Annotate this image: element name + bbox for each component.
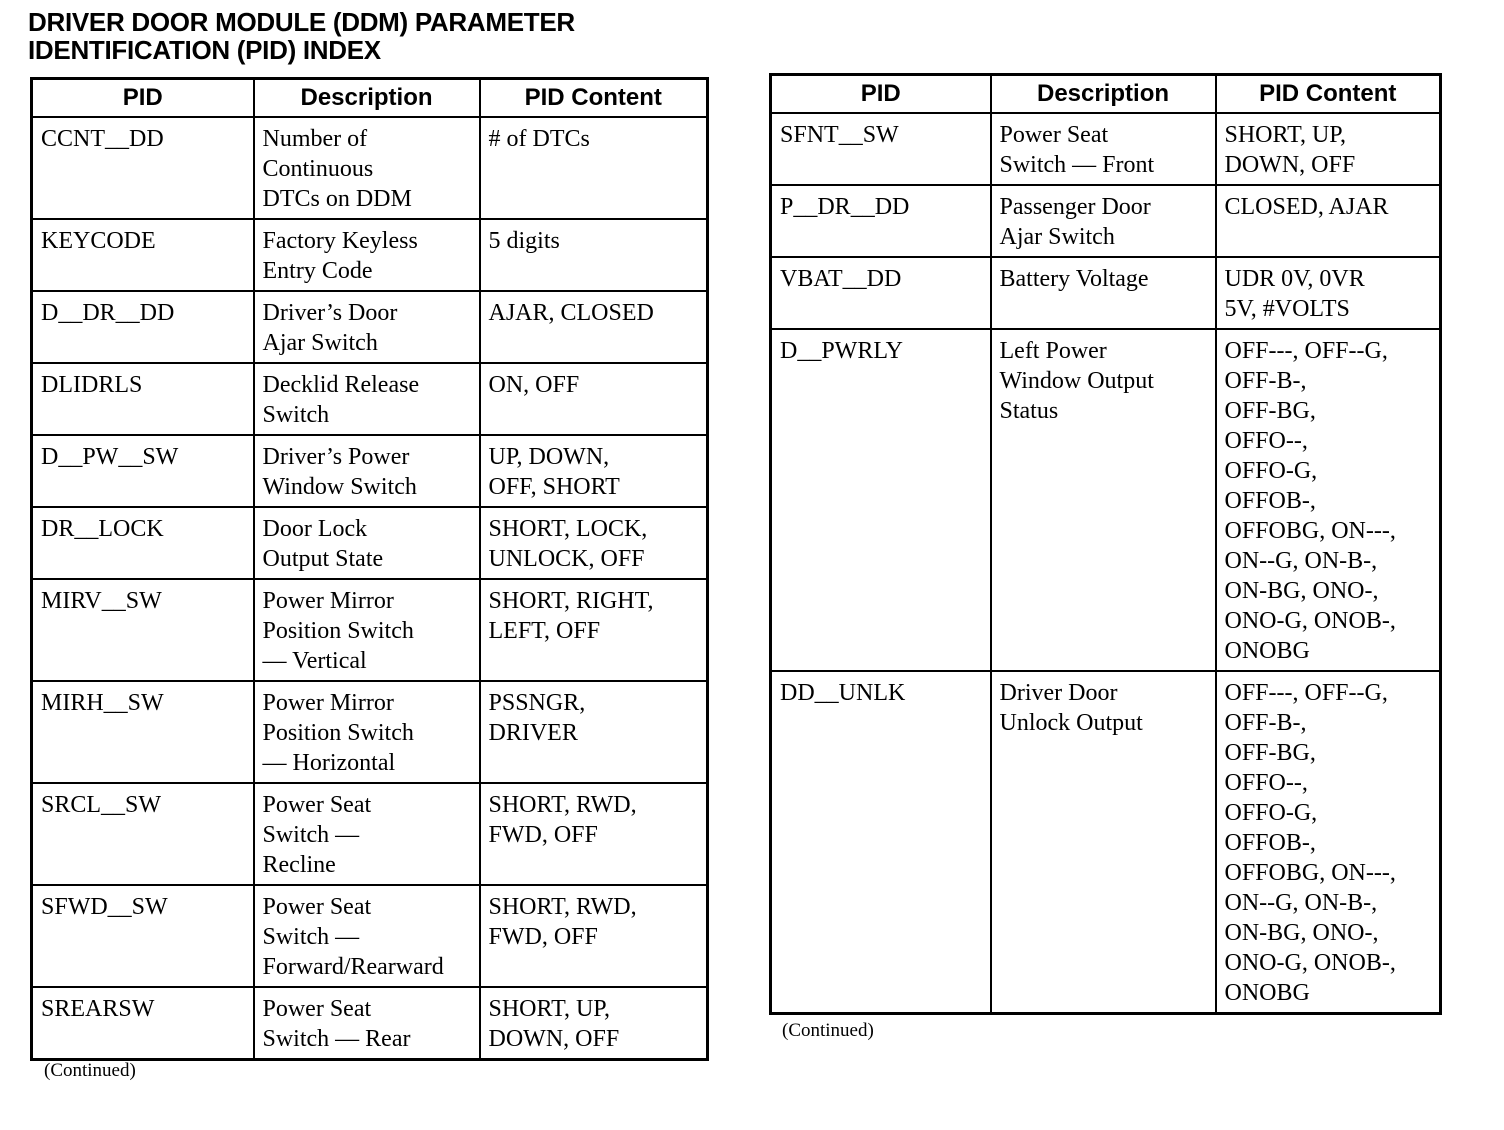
content-cell: AJAR, CLOSED — [480, 291, 708, 363]
pid-cell: SFNT__SW — [771, 113, 991, 185]
header-pid: PID — [771, 75, 991, 114]
header-description: Description — [254, 79, 480, 118]
page-title — [28, 8, 575, 64]
pid-cell: DLIDRLS — [32, 363, 254, 435]
pid-cell: D__DR__DD — [32, 291, 254, 363]
description-cell: Driver’s Door Ajar Switch — [254, 291, 480, 363]
table-row — [771, 113, 1441, 185]
header-description: Description — [991, 75, 1216, 114]
description-cell: Driver’s Power Window Switch — [254, 435, 480, 507]
description-cell: Door Lock Output State — [254, 507, 480, 579]
table-row — [32, 363, 708, 435]
description-cell: Power Mirror Position Switch — Horizontal — [254, 681, 480, 783]
description-cell: Battery Voltage — [991, 257, 1216, 329]
table-row — [32, 435, 708, 507]
pid-table-right — [769, 73, 1442, 1015]
content-cell: UDR 0V, 0VR 5V, #VOLTS — [1216, 257, 1441, 329]
content-cell: ON, OFF — [480, 363, 708, 435]
table-row — [32, 219, 708, 291]
pid-cell: SREARSW — [32, 987, 254, 1060]
pid-cell: VBAT__DD — [771, 257, 991, 329]
header-pid-content: PID Content — [1216, 75, 1441, 114]
description-cell: Power Seat Switch — Rear — [254, 987, 480, 1060]
pid-cell: DD__UNLK — [771, 671, 991, 1014]
continued-note-left: (Continued) — [44, 1060, 136, 1081]
pid-cell: CCNT__DD — [32, 117, 254, 219]
pid-cell: SFWD__SW — [32, 885, 254, 987]
content-cell: SHORT, UP, DOWN, OFF — [480, 987, 708, 1060]
content-cell: SHORT, LOCK, UNLOCK, OFF — [480, 507, 708, 579]
table-row — [32, 291, 708, 363]
table-row — [32, 117, 708, 219]
header-row — [32, 79, 708, 118]
continued-note-right: (Continued) — [782, 1020, 874, 1041]
pid-cell: MIRV__SW — [32, 579, 254, 681]
description-cell: Number of Continuous DTCs on DDM — [254, 117, 480, 219]
pid-cell: KEYCODE — [32, 219, 254, 291]
pid-cell: D__PW__SW — [32, 435, 254, 507]
content-cell: CLOSED, AJAR — [1216, 185, 1441, 257]
description-cell: Driver Door Unlock Output — [991, 671, 1216, 1014]
table-row — [32, 507, 708, 579]
page-title-line-2: IDENTIFICATION (PID) INDEX — [28, 35, 381, 65]
content-cell: SHORT, RWD, FWD, OFF — [480, 783, 708, 885]
description-cell: Decklid Release Switch — [254, 363, 480, 435]
table-row — [771, 257, 1441, 329]
content-cell: PSSNGR, DRIVER — [480, 681, 708, 783]
description-cell: Left Power Window Output Status — [991, 329, 1216, 671]
header-pid: PID — [32, 79, 254, 118]
table-row — [771, 185, 1441, 257]
description-cell: Power Seat Switch — Forward/Rearward — [254, 885, 480, 987]
table-row — [32, 783, 708, 885]
pid-table-left — [30, 77, 709, 1061]
description-cell: Power Seat Switch — Front — [991, 113, 1216, 185]
header-row — [771, 75, 1441, 114]
pid-cell: D__PWRLY — [771, 329, 991, 671]
content-cell: UP, DOWN, OFF, SHORT — [480, 435, 708, 507]
pid-cell: MIRH__SW — [32, 681, 254, 783]
content-cell: OFF---, OFF--G, OFF-B-, OFF-BG, OFFO--, OFFO-G, OFFOB-, OFFOBG, ON---, ON--G, ON-B-, ON-BG, ONO-, ONO-G, ONOB-, ONOBG — [1216, 671, 1441, 1014]
description-cell: Power Seat Switch — Recline — [254, 783, 480, 885]
content-cell: SHORT, UP, DOWN, OFF — [1216, 113, 1441, 185]
description-cell: Factory Keyless Entry Code — [254, 219, 480, 291]
content-cell: OFF---, OFF--G, OFF-B-, OFF-BG, OFFO--, OFFO-G, OFFOB-, OFFOBG, ON---, ON--G, ON-B-, ON-BG, ONO-, ONO-G, ONOB-, ONOBG — [1216, 329, 1441, 671]
pid-cell: P__DR__DD — [771, 185, 991, 257]
table-row — [32, 579, 708, 681]
table-row — [32, 987, 708, 1060]
content-cell: SHORT, RIGHT, LEFT, OFF — [480, 579, 708, 681]
table-row — [771, 671, 1441, 1014]
content-cell: # of DTCs — [480, 117, 708, 219]
table-row — [32, 885, 708, 987]
header-pid-content: PID Content — [480, 79, 708, 118]
table-row — [771, 329, 1441, 671]
content-cell: 5 digits — [480, 219, 708, 291]
table-row — [32, 681, 708, 783]
pid-cell: DR__LOCK — [32, 507, 254, 579]
description-cell: Passenger Door Ajar Switch — [991, 185, 1216, 257]
pid-cell: SRCL__SW — [32, 783, 254, 885]
page-title-line-1: DRIVER DOOR MODULE (DDM) PARAMETER — [28, 7, 575, 37]
content-cell: SHORT, RWD, FWD, OFF — [480, 885, 708, 987]
description-cell: Power Mirror Position Switch — Vertical — [254, 579, 480, 681]
